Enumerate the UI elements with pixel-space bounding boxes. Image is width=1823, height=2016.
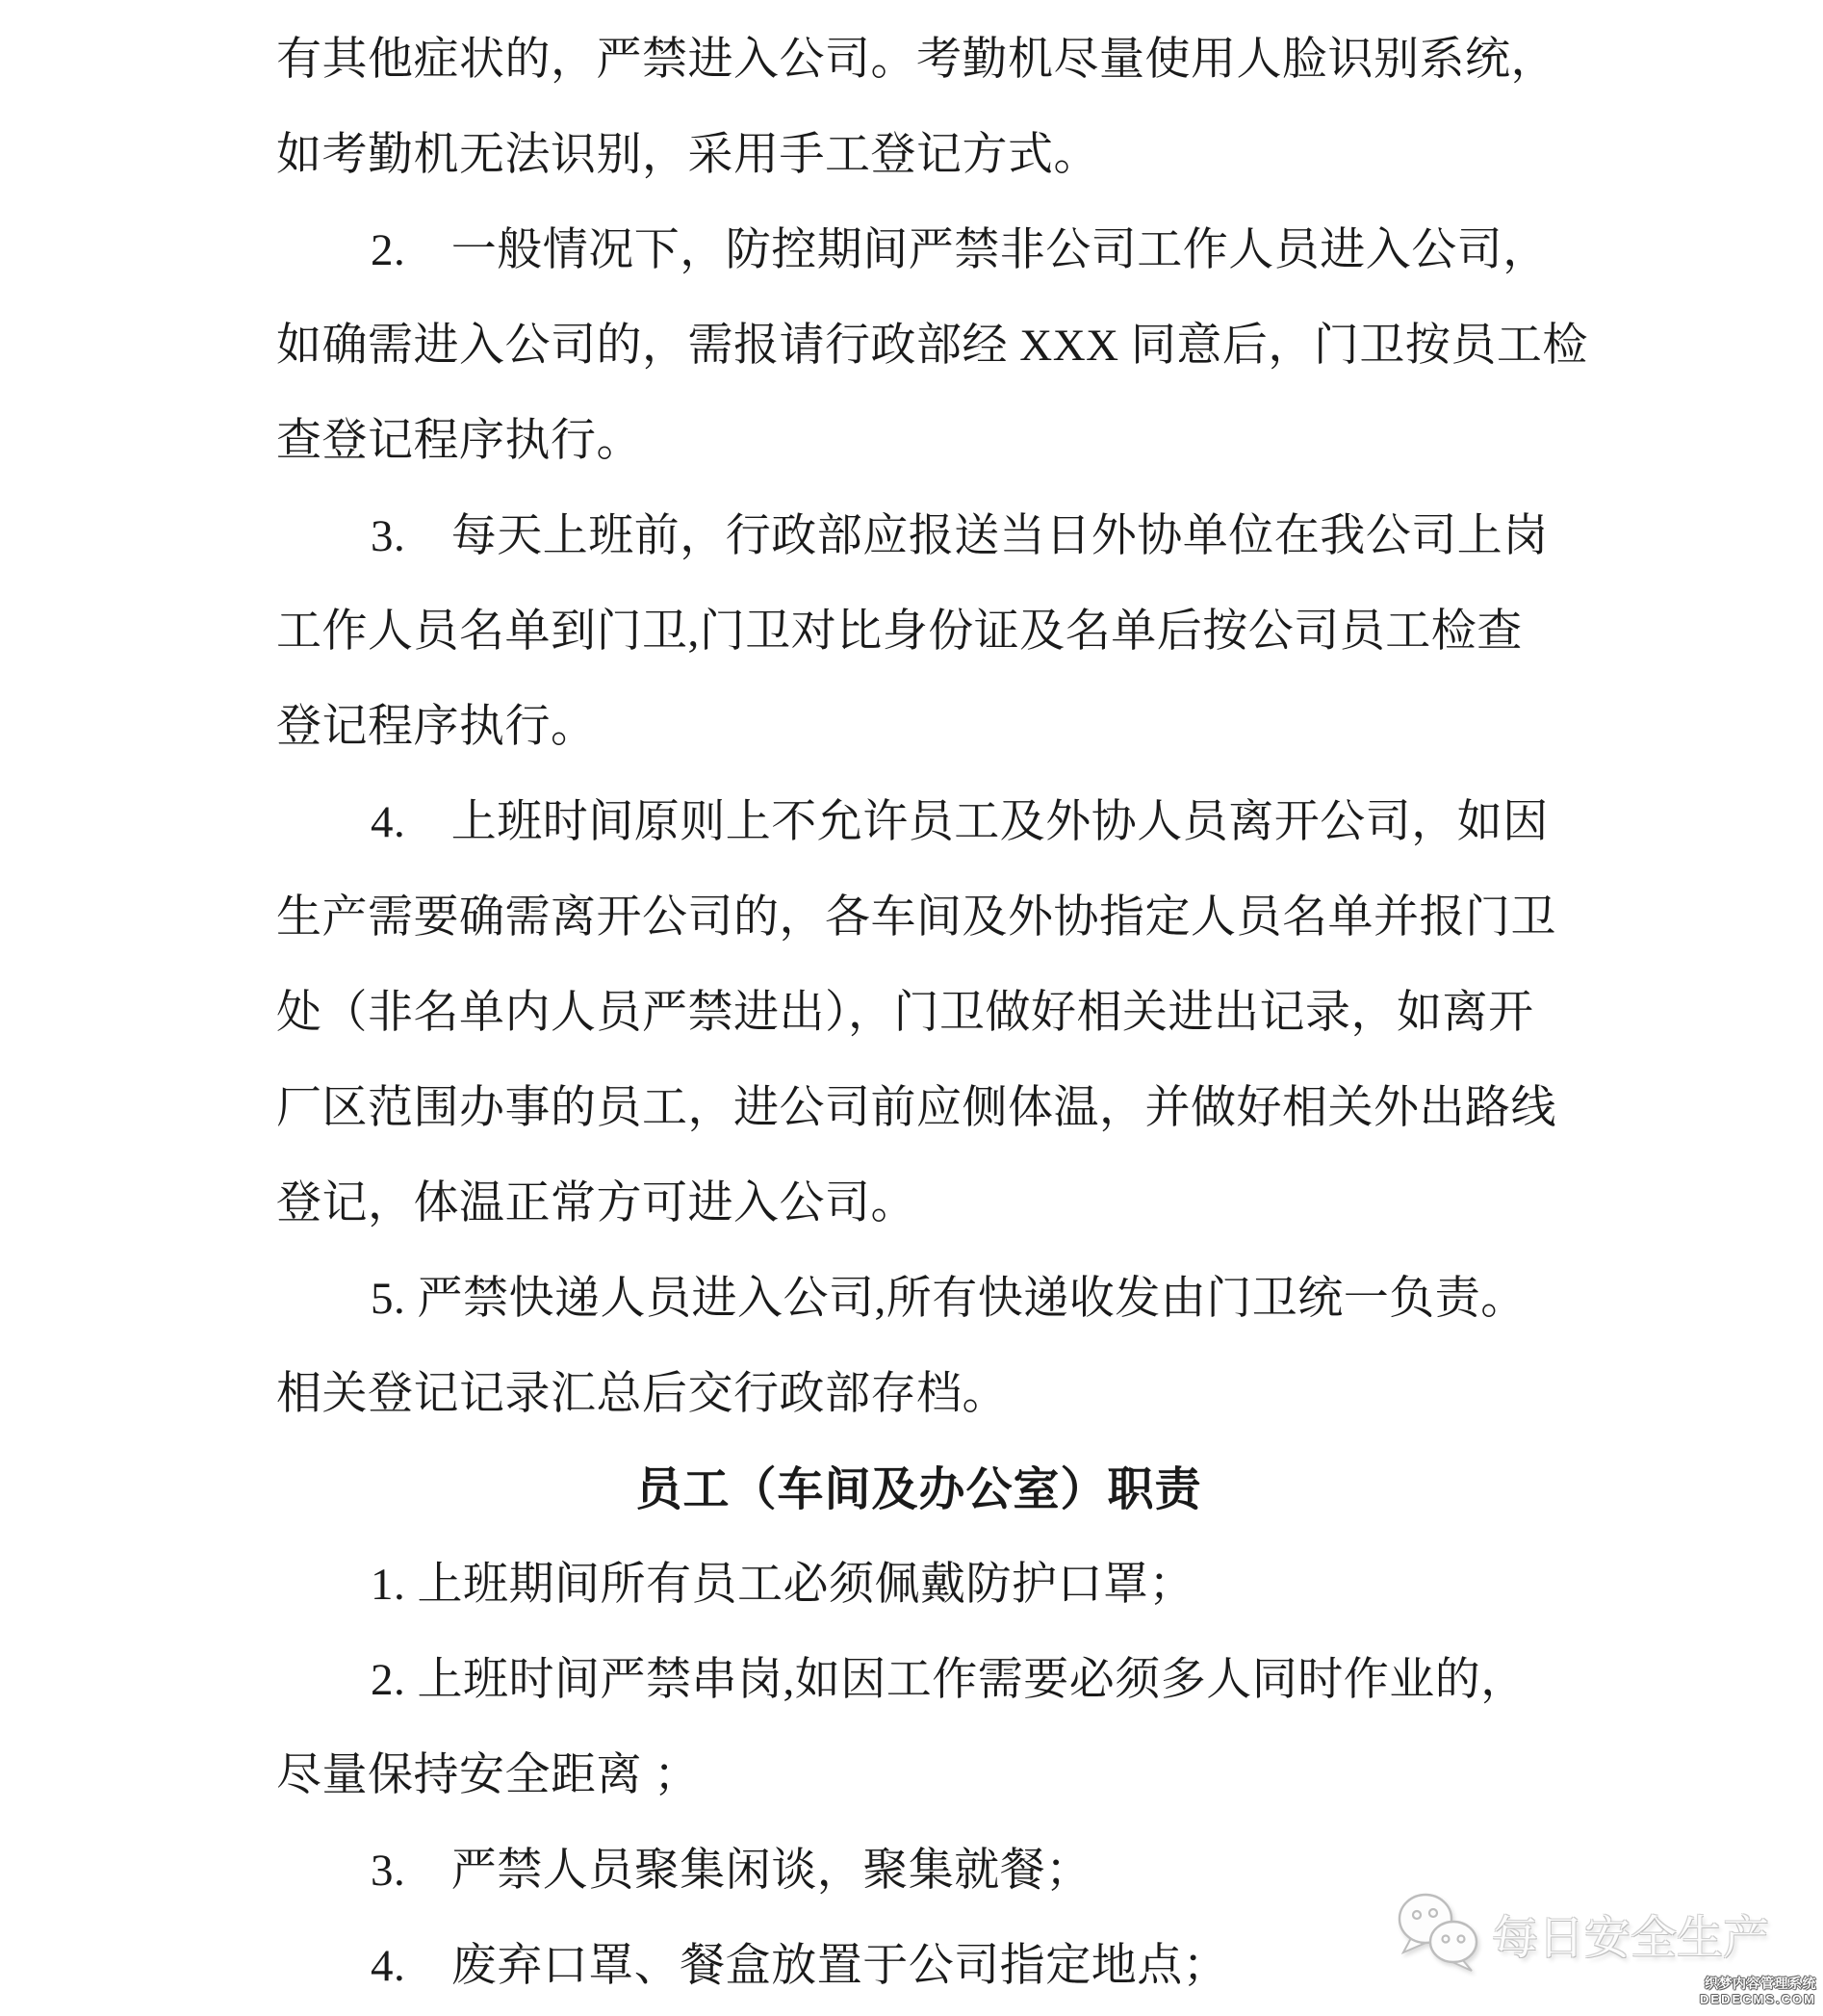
document-line: 4. 上班时间原则上不允许员工及外协人员离开公司，如因 <box>371 797 1549 847</box>
document-line: 工作人员名单到门卫,门卫对比身份证及名单后按公司员工检查 <box>276 607 1523 657</box>
document-line: 如考勤机无法识别，采用手工登记方式。 <box>276 130 1099 180</box>
document-line: 4. 废弃口罩、餐盒放置于公司指定地点； <box>371 1941 1229 1991</box>
document-line: 2. 一般情况下，防控期间严禁非公司工作人员进入公司， <box>371 225 1549 275</box>
section-heading: 员工（车间及办公室）职责 <box>635 1464 1202 1515</box>
dedecms-watermark-line1: 织梦内容管理系统 <box>1705 1976 1816 1991</box>
document-line: 登记，体温正常方可进入公司。 <box>276 1178 916 1228</box>
document-line: 登记程序执行。 <box>276 702 597 752</box>
document-line: 如确需进入公司的，需报请行政部经 XXX 同意后，门卫按员工检 <box>276 321 1588 371</box>
document-line: 尽量保持安全距离 ； <box>276 1750 700 1800</box>
document-line: 相关登记记录汇总后交行政部存档。 <box>276 1369 1008 1419</box>
wechat-watermark <box>1396 1889 1769 1977</box>
document-line: 有其他症状的，严禁进入公司。考勤机尽量使用人脸识别系统， <box>276 35 1556 85</box>
document-line: 厂区范围办事的员工，进公司前应侧体温，并做好相关外出路线 <box>276 1083 1556 1133</box>
document-line: 查登记程序执行。 <box>276 416 642 466</box>
document-line: 处（非名单内人员严禁进出），门卫做好相关进出记录，如离开 <box>276 988 1534 1038</box>
document-line: 3. 严禁人员聚集闲谈，聚集就餐； <box>371 1846 1091 1896</box>
dedecms-watermark <box>1700 1976 1816 2006</box>
document-line: 1. 上班期间所有员工必须佩戴防护口罩； <box>371 1560 1194 1610</box>
document-body <box>0 13 1823 2014</box>
wechat-watermark-text: 每日安全生产 <box>1492 1912 1770 1964</box>
document-line: 2. 上班时间严禁串岗,如因工作需要必须多人同时作业的， <box>371 1655 1527 1705</box>
wechat-icon <box>1396 1893 1484 1974</box>
document-line: 3. 每天上班前，行政部应报送当日外协单位在我公司上岗 <box>371 511 1549 561</box>
document-line: 生产需要确需离开公司的，各车间及外协指定人员名单并报门卫 <box>276 892 1556 943</box>
document-line: 5. 严禁快递人员进入公司,所有快递收发由门卫统一负责。 <box>371 1274 1527 1324</box>
dedecms-watermark-line2: DEDECMS.COM <box>1700 1992 1816 2006</box>
